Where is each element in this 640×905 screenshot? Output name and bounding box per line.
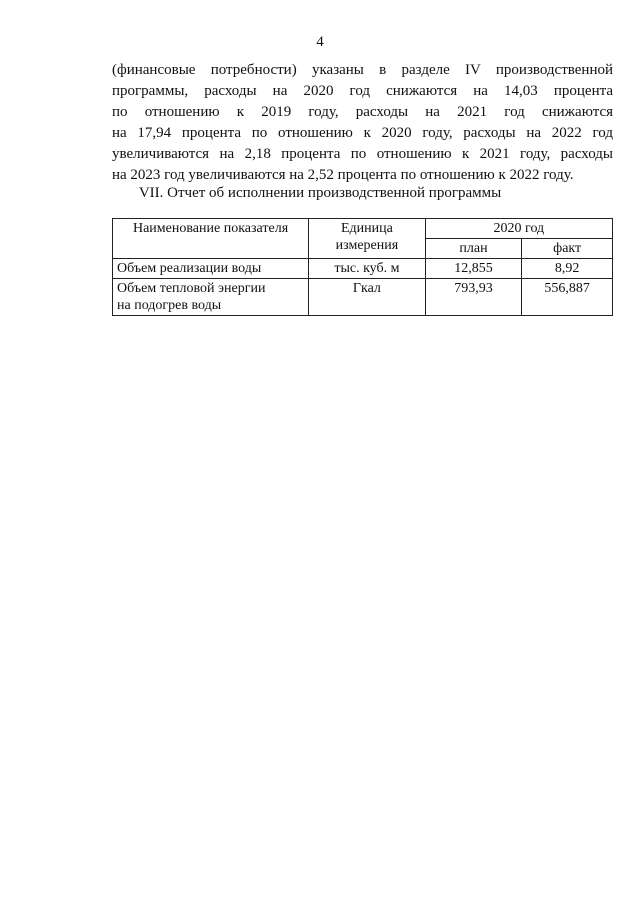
page-number: 4 bbox=[316, 34, 324, 50]
header-indicator-name: Наименование показателя bbox=[113, 219, 309, 259]
header-fact: факт bbox=[522, 239, 613, 259]
header-unit-line1: Единица bbox=[340, 221, 393, 236]
body-paragraph bbox=[112, 60, 613, 186]
row-unit: Гкал bbox=[309, 279, 426, 316]
row-fact-value: 8,92 bbox=[522, 259, 613, 279]
row-indicator-name-line2: на подогрев воды bbox=[117, 298, 222, 313]
paragraph-line: на 17,94 процента по отношению к 2020 году, расходы на 2022 год bbox=[112, 125, 613, 141]
row-plan-value: 12,855 bbox=[425, 259, 522, 279]
table-header-row bbox=[113, 219, 613, 239]
header-plan: план bbox=[425, 239, 522, 259]
header-year: 2020 год bbox=[425, 219, 612, 239]
row-fact-value: 556,887 bbox=[522, 279, 613, 316]
header-unit bbox=[309, 219, 426, 259]
paragraph-line: программы, расходы на 2020 год снижаются на 14,03 процента bbox=[112, 83, 613, 99]
row-plan-value: 793,93 bbox=[425, 279, 522, 316]
section-title: VII. Отчет об исполнении производственной программы bbox=[138, 185, 502, 201]
paragraph-line: (финансовые потребности) указаны в разделе IV производственной bbox=[112, 62, 613, 78]
paragraph-line: увеличиваются на 2,18 процента по отношению к 2021 году, расходы bbox=[112, 146, 613, 162]
program-report-table bbox=[112, 218, 613, 316]
paragraph-line: на 2023 год увеличиваются на 2,52 процента по отношению к 2022 году. bbox=[112, 167, 574, 183]
paragraph-line: по отношению к 2019 году, расходы на 2021 год снижаются bbox=[112, 104, 613, 120]
row-unit: тыс. куб. м bbox=[309, 259, 426, 279]
table-row bbox=[113, 259, 613, 279]
row-indicator-name-line1: Объем тепловой энергии bbox=[117, 281, 266, 296]
row-indicator-name bbox=[113, 279, 309, 316]
header-unit-line2: измерения bbox=[335, 238, 399, 253]
row-indicator-name: Объем реализации воды bbox=[113, 259, 309, 279]
table-row bbox=[113, 279, 613, 316]
